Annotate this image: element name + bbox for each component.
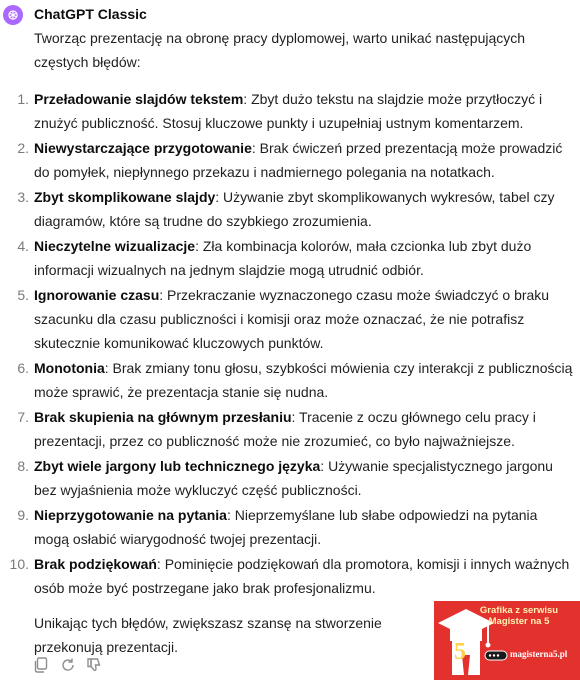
- list-item-number: 1.: [17, 91, 29, 107]
- list-item-text: : Pominięcie podziękowań dla promotora, komisji i innych ważnych osób może być postrzegane jako brak profesjonalizmu.: [34, 556, 570, 596]
- chatgpt-avatar: [3, 5, 23, 25]
- list-item-number: 2.: [17, 140, 29, 156]
- list-item-title: Zbyt skomplikowane slajdy: [34, 189, 216, 205]
- message-content: [9, 26, 576, 659]
- mouse-icon: [484, 650, 508, 661]
- sender-name: ChatGPT Classic: [34, 6, 147, 22]
- list-item: [17, 283, 576, 355]
- list-item: [17, 87, 576, 135]
- list-item-text: : Zbyt dużo tekstu na slajdzie może przytłoczyć i znużyć publiczność. Stosuj kluczowe punkty i uzupełniaj ustnym komentarzem.: [34, 91, 543, 131]
- list-item-title: Zbyt wiele jargony lub technicznego języka: [34, 458, 321, 474]
- list-item-number: 6.: [17, 360, 29, 376]
- watermark-badge: [434, 601, 580, 680]
- list-item-number: 10.: [9, 556, 29, 572]
- watermark-line2: Magister na 5: [488, 616, 550, 627]
- list-item-title: Nieczytelne wizualizacje: [34, 238, 196, 254]
- list-item-text: : Przekraczanie wyznaczonego czasu może świadczyć o braku szacunku dla czasu publiczności i komisji oraz może oznaczać, że nie potrafisz skutecznie komunikować kluczowych punktów.: [34, 287, 550, 351]
- list-item-text: : Używanie zbyt skomplikowanych wykresów, tabel czy diagramów, które są trudne do szybkiego zrozumienia.: [34, 189, 555, 229]
- list-item-title: Niewystarczające przygotowanie: [34, 140, 252, 156]
- list-item: [17, 405, 576, 453]
- openai-logo-icon: [6, 8, 20, 22]
- list-item-text: : Brak zmiany tonu głosu, szybkości mówienia czy interakcji z publicznością może sprawić, że prezentacja stanie się nudna.: [34, 360, 573, 400]
- list-item: [17, 185, 576, 233]
- list-item-title: Ignorowanie czasu: [34, 287, 160, 303]
- list-item-number: 8.: [17, 458, 29, 474]
- list-item-number: 3.: [17, 189, 29, 205]
- list-item-title: Nieprzygotowanie na pytania: [34, 507, 227, 523]
- list-item: [17, 503, 576, 551]
- list-item-title: Brak skupienia na głównym przesłaniu: [34, 409, 292, 425]
- regenerate-icon[interactable]: [60, 657, 76, 673]
- mistakes-list: [9, 87, 576, 600]
- message-outro: Unikając tych błędów, zwiększasz szansę na stworzenie przekonują prezentacji.: [34, 615, 382, 655]
- list-item: [9, 552, 576, 600]
- message-actions: [34, 657, 102, 673]
- list-item-title: Monotonia: [34, 360, 105, 376]
- list-item-number: 9.: [17, 507, 29, 523]
- watermark-url: magisterna5.pl: [510, 649, 568, 659]
- list-item: [17, 454, 576, 502]
- list-item: [17, 356, 576, 404]
- thumbs-down-icon[interactable]: [86, 657, 102, 673]
- list-item-text: : Zła kombinacja kolorów, mała czcionka lub zbyt dużo informacji wizualnych na jednym slajdzie mogą utrudnić odbiór.: [34, 238, 532, 278]
- list-item-number: 7.: [17, 409, 29, 425]
- list-item-number: 4.: [17, 238, 29, 254]
- list-item-text: : Nieprzemyślane lub słabe odpowiedzi na pytania mogą osłabić wiarygodność twojej prezentacji.: [34, 507, 538, 547]
- watermark-line1: Grafika z serwisu: [479, 605, 559, 616]
- message-intro: Tworząc prezentację na obronę pracy dyplomowej, warto unikać następujących częstych błędów:: [34, 30, 526, 70]
- list-item: [17, 136, 576, 184]
- list-item: [17, 234, 576, 282]
- list-item-text: : Używanie specjalistycznego jargonu bez wyjaśnienia może wykluczyć część publiczności.: [34, 458, 553, 498]
- copy-icon[interactable]: [34, 657, 50, 673]
- list-item-number: 5.: [17, 287, 29, 303]
- list-item-title: Przeładowanie slajdów tekstem: [34, 91, 244, 107]
- list-item-title: Brak podziękowań: [34, 556, 157, 572]
- watermark-number: 5: [454, 639, 466, 665]
- list-item-text: : Brak ćwiczeń przed prezentacją może prowadzić do pomyłek, niepłynnego przekazu i nadmiernego polegania na notatkach.: [34, 140, 563, 180]
- list-item-text: : Tracenie z oczu głównego celu pracy i prezentacji, przez co publiczność może nie zrozumieć, co było najważniejsze.: [34, 409, 536, 449]
